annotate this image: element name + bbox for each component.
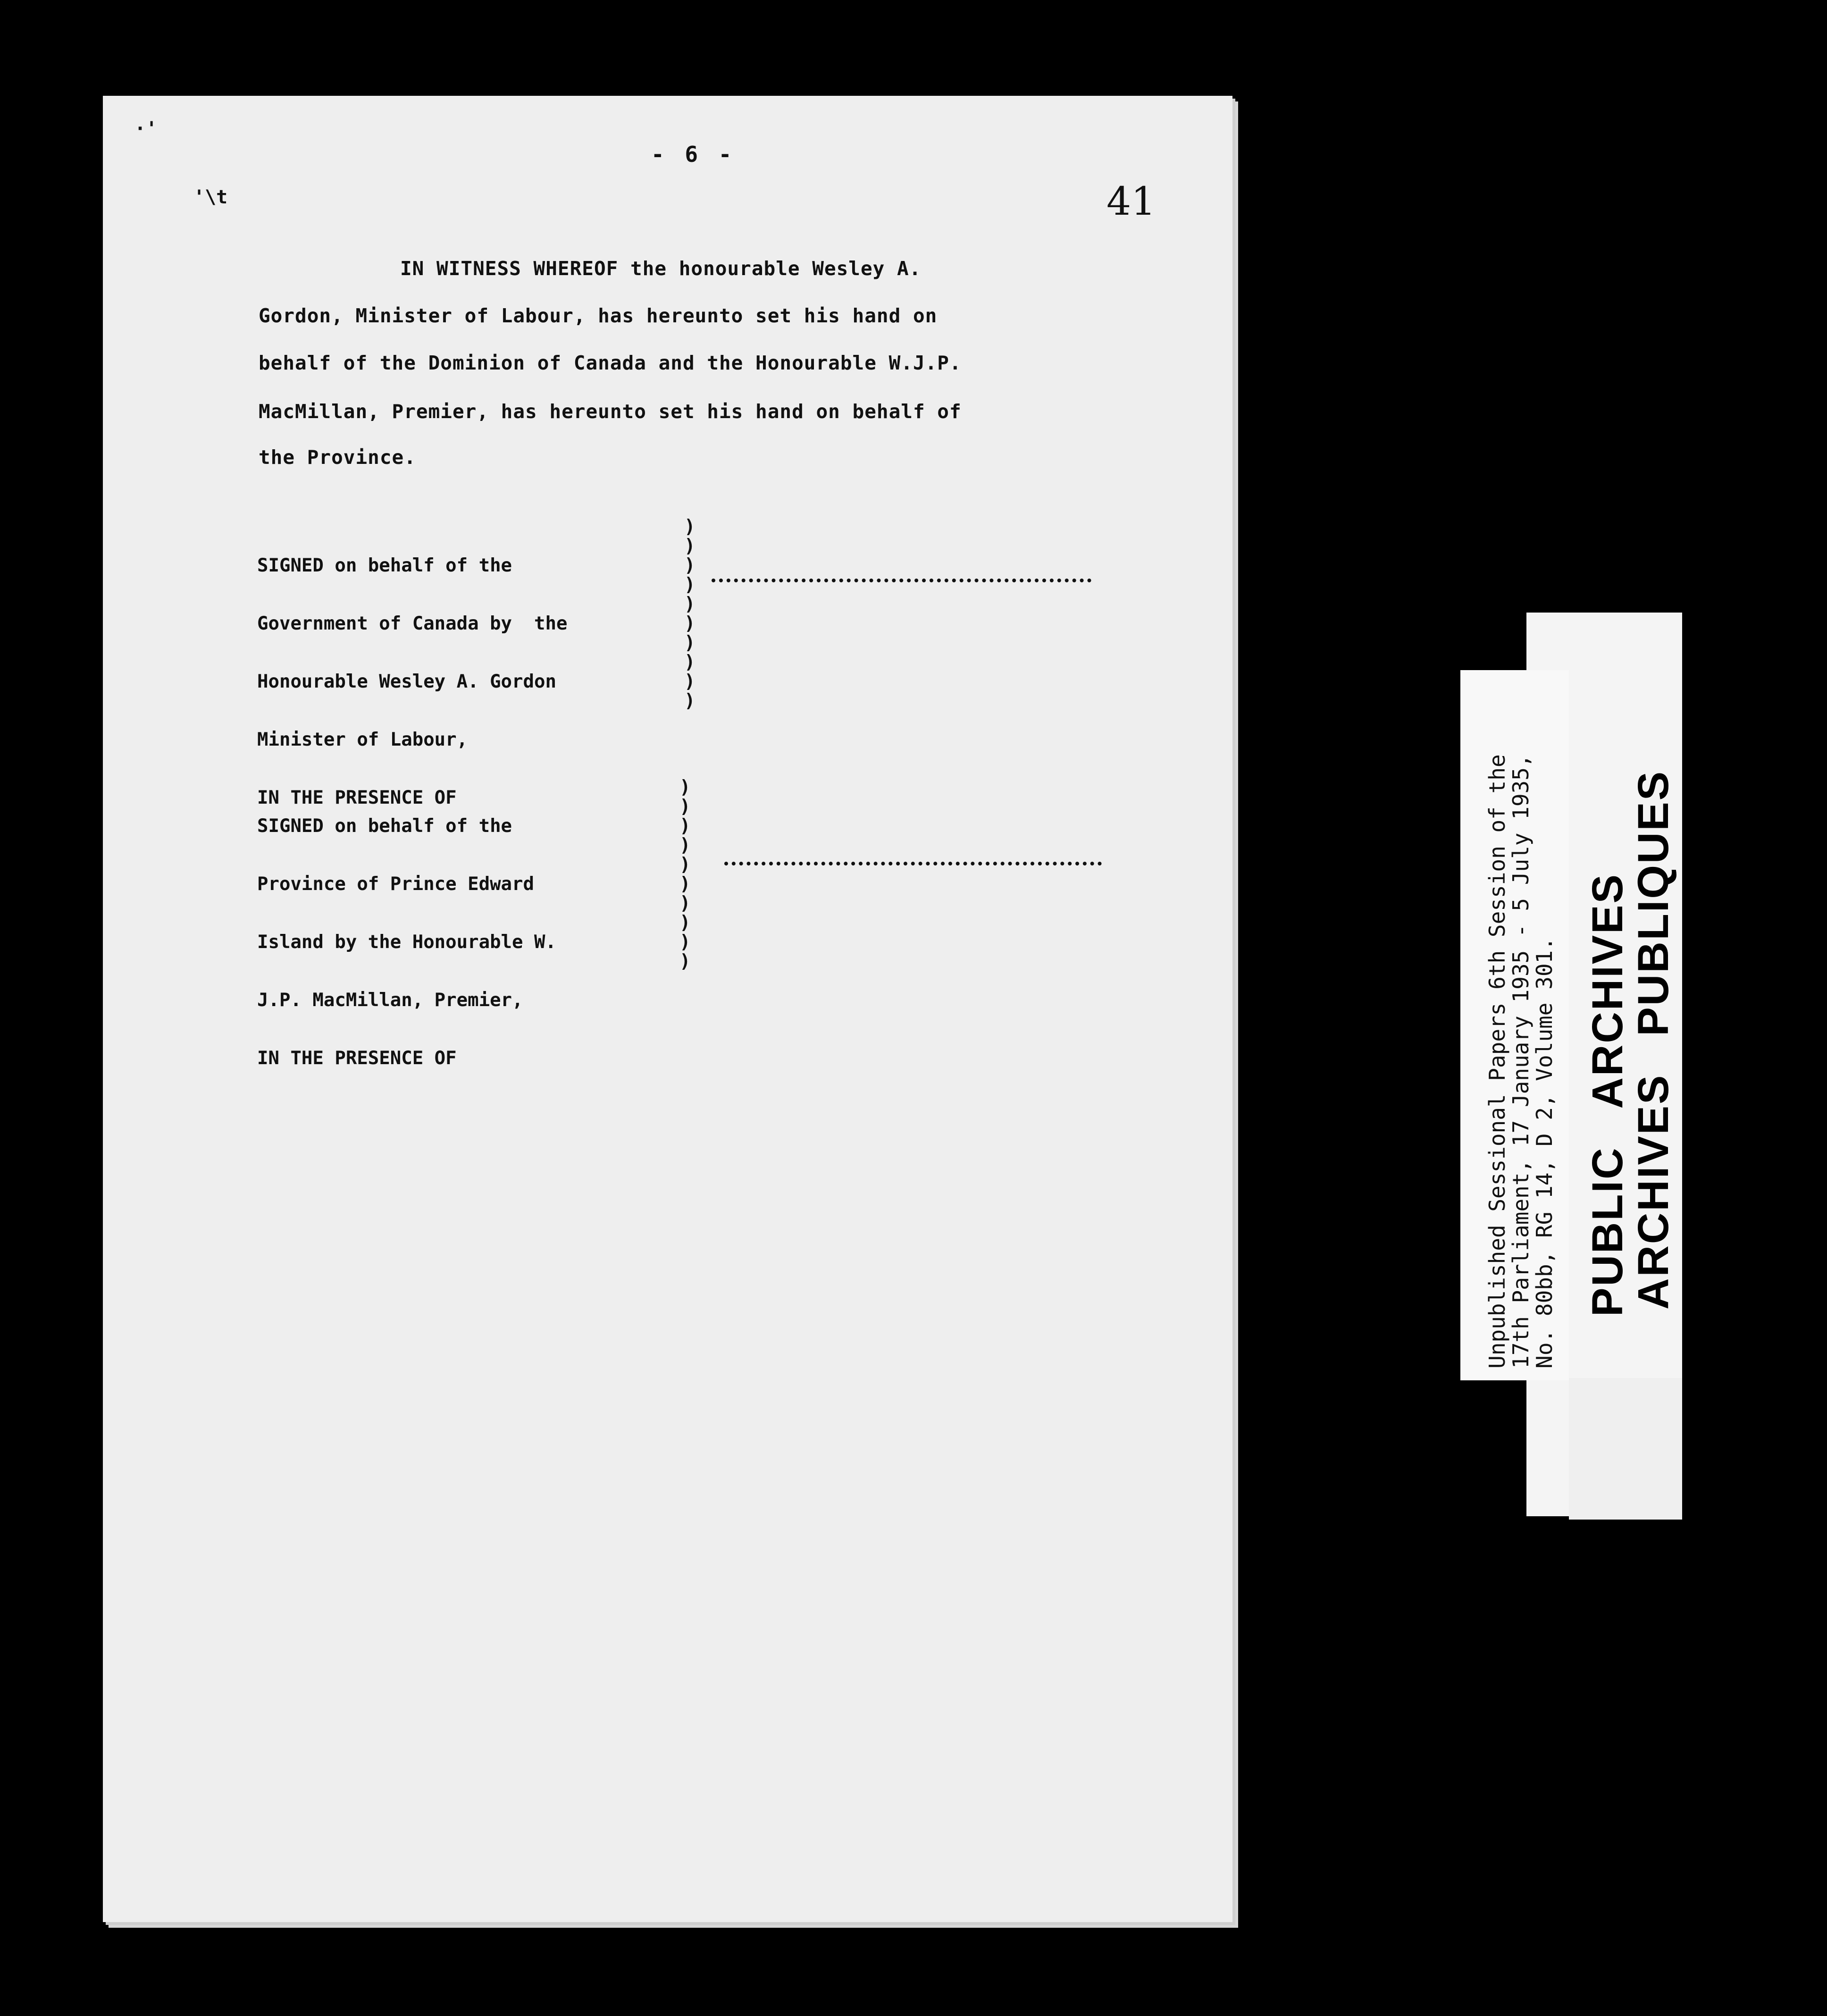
archive-citation [1485,754,1556,1369]
archives-word: PUBLIQUES [1629,770,1677,1036]
sig-line: IN THE PRESENCE OF [257,787,457,808]
citation-line: Unpublished Sessional Papers 6th Session of the [1484,754,1510,1369]
sig-line: Honourable Wesley A. Gordon [257,671,556,692]
witness-line-3: behalf of the Dominion of Canada and the Honourable W.J.P. [259,352,962,374]
sig-line: SIGNED on behalf of the [257,815,512,837]
signature-line-pei [724,862,1102,865]
witness-line-2: Gordon, Minister of Labour, has hereunto set his hand on [259,304,938,327]
sig-line: Government of Canada by the [257,613,568,634]
ink-speck: '\t [193,186,228,208]
archives-word: ARCHIVES [1629,1074,1677,1310]
sig-line: Island by the Honourable W. [257,932,556,953]
bracket-column-1: ) ) ) ) ) ) ) ) ) ) [684,516,696,712]
citation-line: No. 80bb, RG 14, D 2, Volume 301. [1532,937,1557,1369]
sig-line: Minister of Labour, [257,729,468,750]
archives-line-2 [1629,770,1678,1310]
page-number: - 6 - [651,142,736,167]
citation-line: 17th Parliament, 17 January 1935 - 5 July 1935, [1508,754,1534,1369]
sig-line: Province of Prince Edward [257,874,534,895]
signature-line-canada [712,579,1091,582]
sig-line: IN THE PRESENCE OF [257,1048,457,1069]
witness-line-1: IN WITNESS WHEREOF the honourable Wesley A. [400,257,922,280]
sig-line: SIGNED on behalf of the [257,555,512,576]
bracket-column-2: ) ) ) ) ) ) ) ) ) ) [679,777,691,972]
folio-number: 41 [1106,179,1156,224]
archive-label-step [1569,1378,1682,1520]
archives-word: PUBLIC [1584,1146,1632,1317]
witness-line-4: MacMillan, Premier, has hereunto set his hand on behalf of [259,400,962,423]
witness-line-5: the Province. [259,446,416,469]
signature-block-pei [257,778,556,1087]
sig-line: J.P. MacMillan, Premier, [257,990,523,1011]
archives-word: ARCHIVES [1584,873,1632,1109]
archives-line-1 [1583,873,1633,1317]
ink-speck: ·' [134,118,158,140]
